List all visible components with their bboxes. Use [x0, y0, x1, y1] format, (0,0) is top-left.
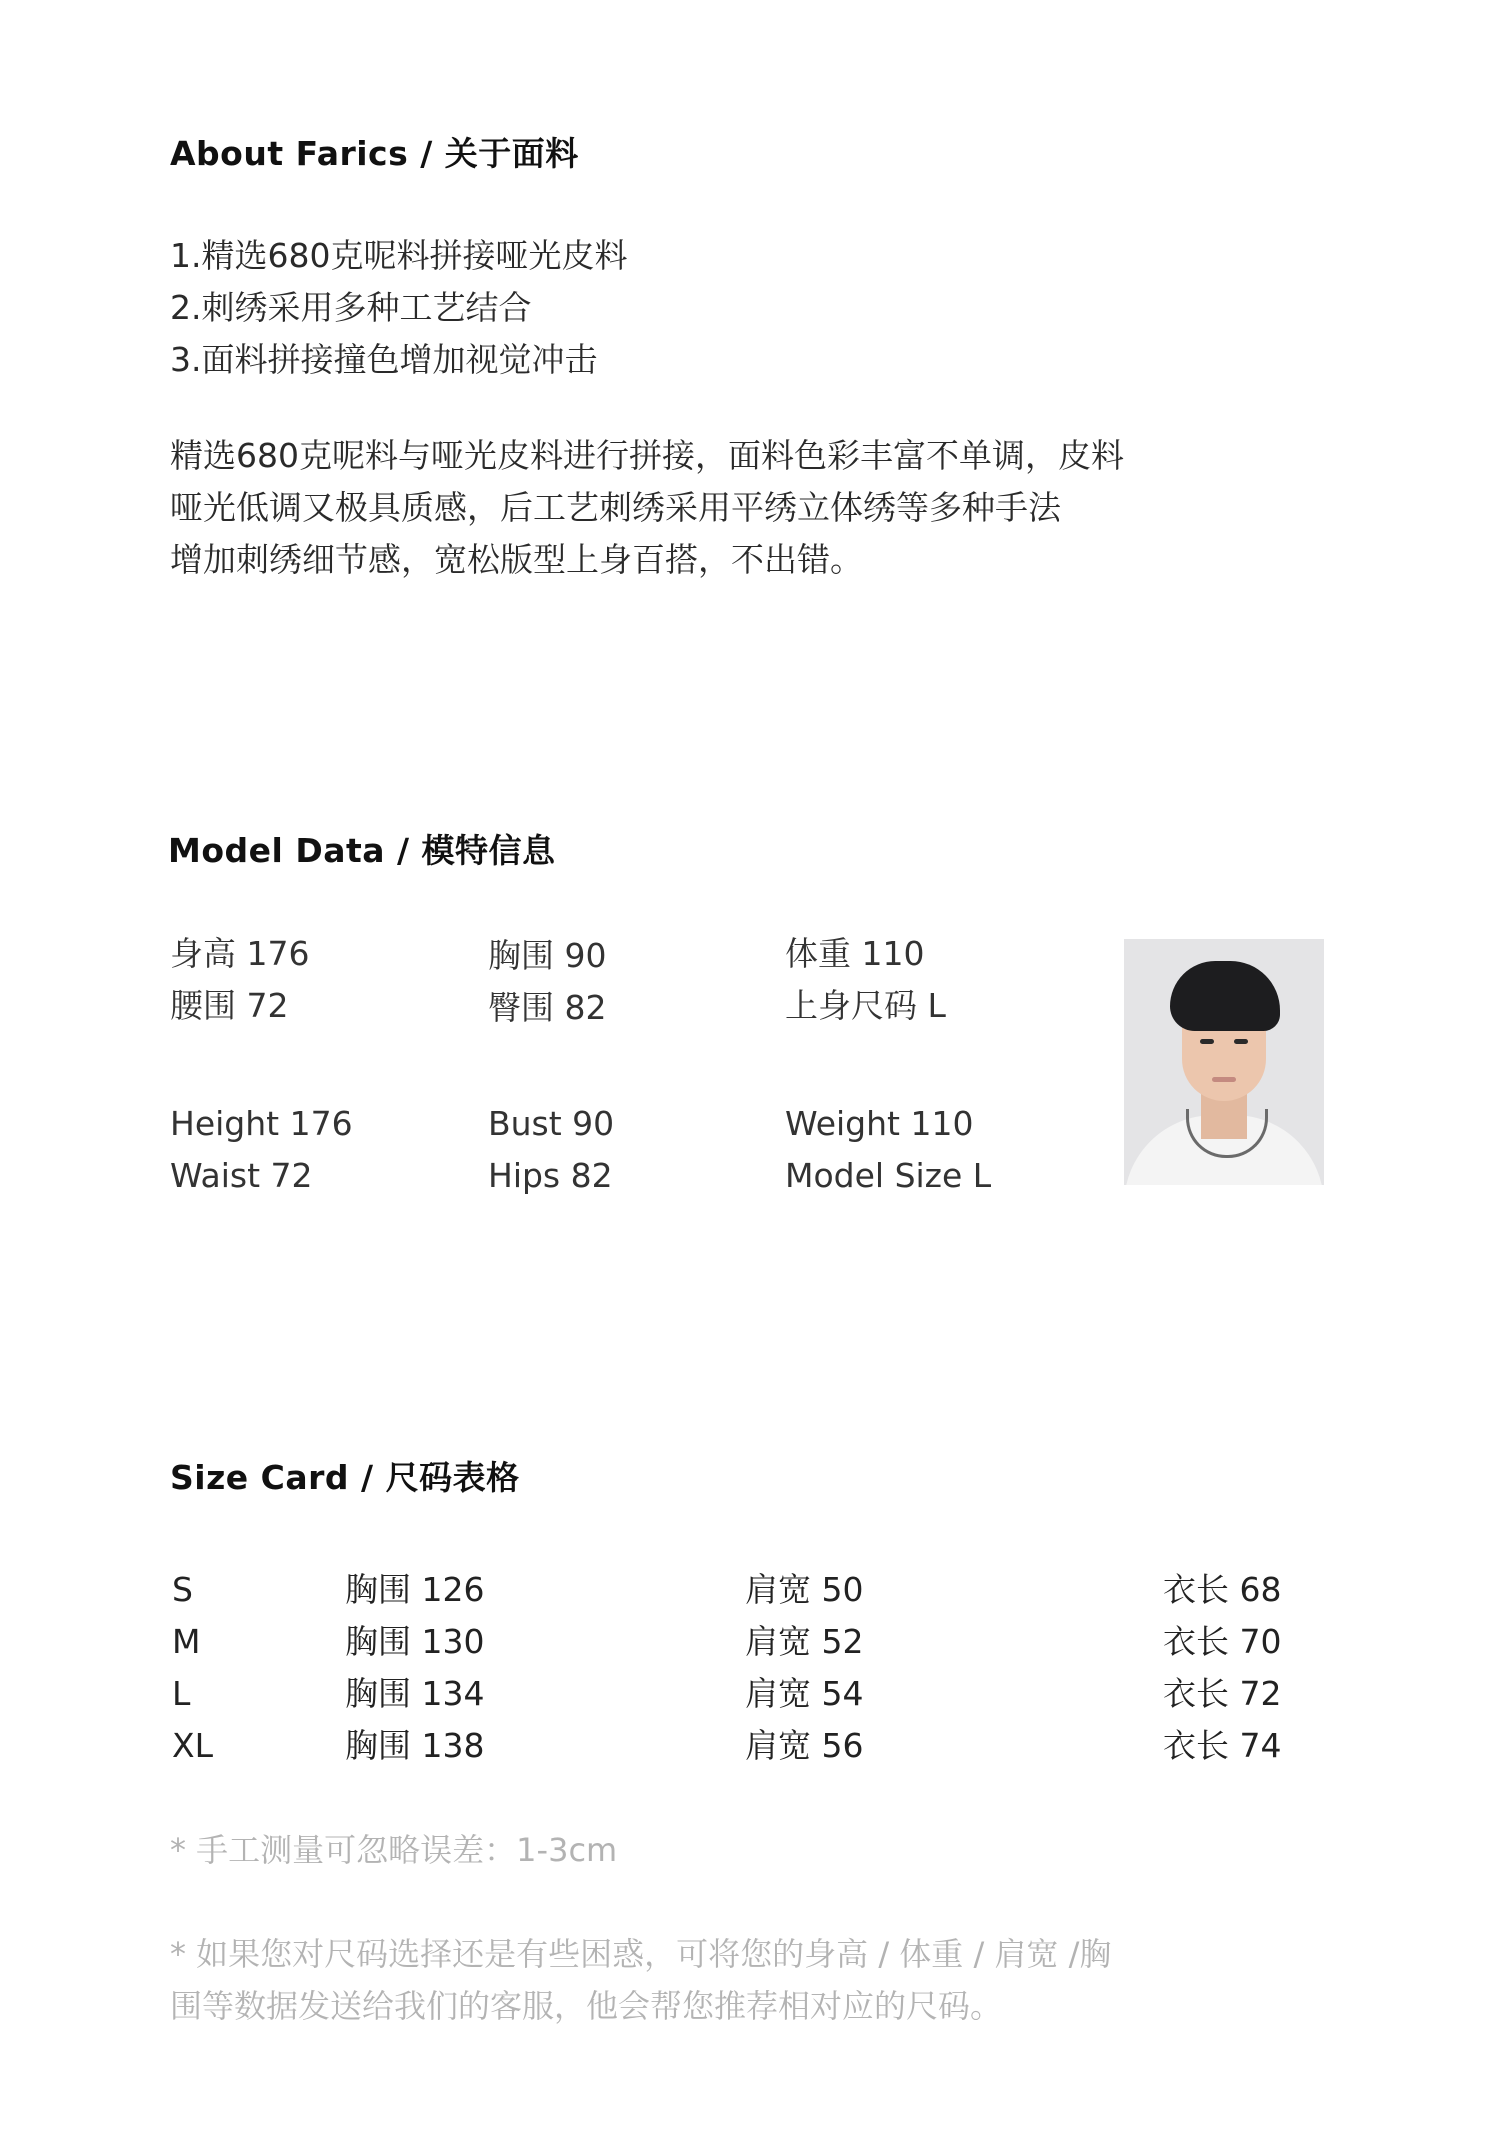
model-hair-shape — [1170, 961, 1280, 1031]
model-en-bust: Bust 90 — [488, 1104, 615, 1143]
model-cn-size: 上身尺码 L — [785, 986, 946, 1025]
fabric-paragraph-line-2: 哑光低调又极具质感，后工艺刺绣采用平绣立体绣等多种手法 — [170, 488, 1061, 527]
size-label: S — [172, 1570, 193, 1609]
measurement-note: * 手工测量可忽略误差：1-3cm — [170, 1831, 618, 1869]
model-en-height: Height 176 — [170, 1104, 353, 1143]
size-chest: 胸围 130 — [345, 1622, 485, 1661]
size-length: 衣长 72 — [1163, 1674, 1282, 1713]
fabric-list-item-2: 2.刺绣采用多种工艺结合 — [170, 288, 532, 327]
model-eye-left — [1200, 1039, 1214, 1044]
size-length: 衣长 70 — [1163, 1622, 1282, 1661]
fabric-list-item-1: 1.精选680克呢料拼接哑光皮料 — [170, 236, 628, 275]
model-portrait-image — [1124, 939, 1324, 1185]
fabric-list-item-3: 3.面料拼接撞色增加视觉冲击 — [170, 340, 598, 379]
size-length: 衣长 68 — [1163, 1570, 1282, 1609]
size-shoulder: 肩宽 54 — [745, 1674, 864, 1713]
size-advice-note-line-1: * 如果您对尺码选择还是有些困惑，可将您的身高 / 体重 / 肩宽 /胸 — [170, 1935, 1112, 1973]
size-chest: 胸围 134 — [345, 1674, 485, 1713]
size-chest: 胸围 126 — [345, 1570, 485, 1609]
size-label: M — [172, 1622, 201, 1661]
size-label: XL — [172, 1726, 213, 1765]
model-cn-waist: 腰围 72 — [170, 986, 289, 1025]
fabric-paragraph-line-1: 精选680克呢料与哑光皮料进行拼接，面料色彩丰富不单调，皮料 — [170, 436, 1124, 475]
model-en-weight: Weight 110 — [785, 1104, 974, 1143]
size-length: 衣长 74 — [1163, 1726, 1282, 1765]
model-cn-height: 身高 176 — [170, 934, 310, 973]
size-shoulder: 肩宽 50 — [745, 1570, 864, 1609]
fabric-section-title: About Farics / 关于面料 — [170, 134, 579, 173]
model-en-size: Model Size L — [785, 1156, 992, 1195]
model-mouth — [1212, 1077, 1236, 1082]
model-section-title: Model Data / 模特信息 — [168, 831, 556, 870]
model-cn-weight: 体重 110 — [785, 934, 925, 973]
size-chest: 胸围 138 — [345, 1726, 485, 1765]
model-eye-right — [1234, 1039, 1248, 1044]
size-section-title: Size Card / 尺码表格 — [170, 1458, 520, 1497]
model-cn-hips: 臀围 82 — [488, 988, 607, 1027]
size-advice-note-line-2: 围等数据发送给我们的客服，他会帮您推荐相对应的尺码。 — [170, 1987, 1003, 2025]
size-label: L — [172, 1674, 191, 1713]
size-shoulder: 肩宽 52 — [745, 1622, 864, 1661]
model-en-hips: Hips 82 — [488, 1156, 613, 1195]
size-shoulder: 肩宽 56 — [745, 1726, 864, 1765]
model-en-waist: Waist 72 — [170, 1156, 313, 1195]
fabric-paragraph-line-3: 增加刺绣细节感，宽松版型上身百搭，不出错。 — [170, 540, 863, 579]
model-cn-bust: 胸围 90 — [488, 936, 607, 975]
